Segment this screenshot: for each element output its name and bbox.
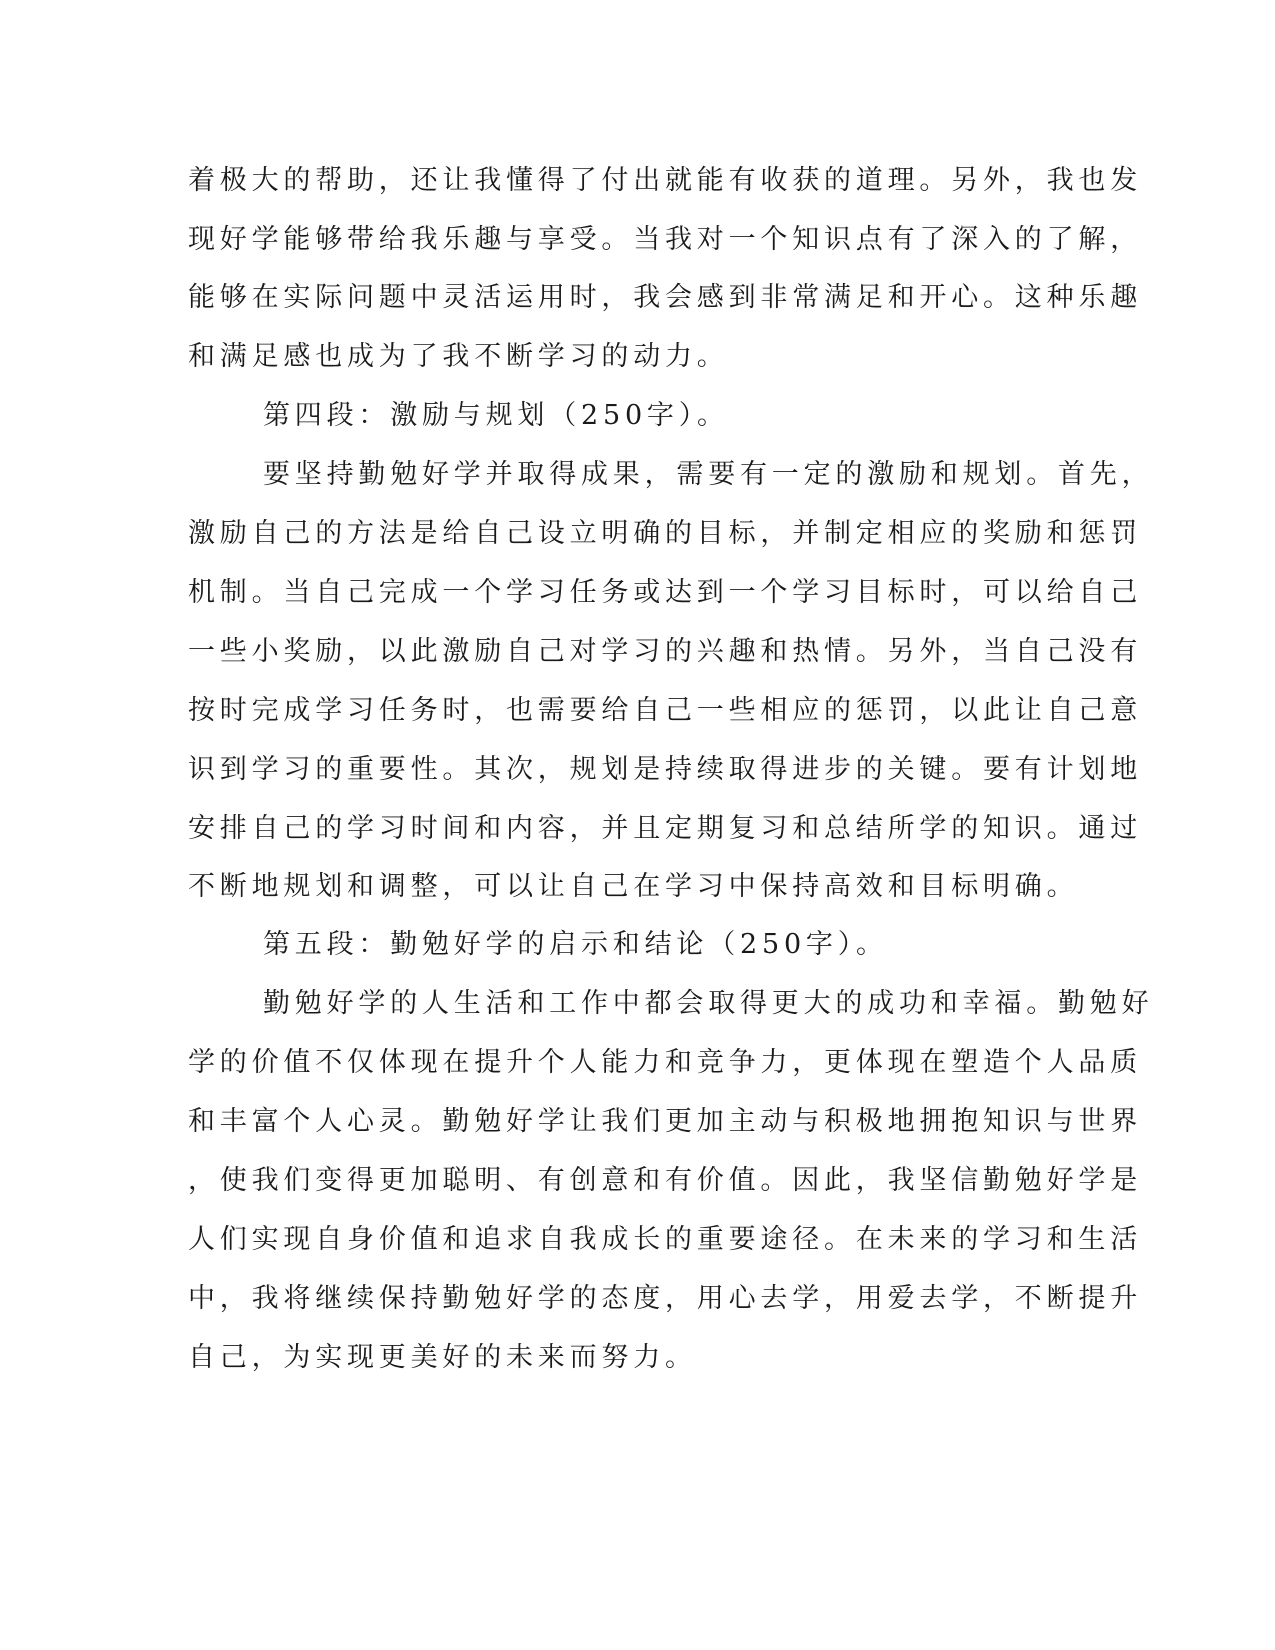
- body-line: 识到学习的重要性。其次，规划是持续取得进步的关键。要有计划地: [188, 754, 1142, 785]
- body-line: 人们实现自身价值和追求自我成长的重要途径。在未来的学习和生活: [188, 1224, 1142, 1255]
- body-line: 勤勉好学的人生活和工作中都会取得更大的成功和幸福。勤勉好: [263, 988, 1154, 1019]
- body-line: 一些小奖励，以此激励自己对学习的兴趣和热情。另外，当自己没有: [188, 636, 1142, 667]
- body-line: 着极大的帮助，还让我懂得了付出就能有收获的道理。另外，我也发: [188, 165, 1142, 196]
- body-line: 和丰富个人心灵。勤勉好学让我们更加主动与积极地拥抱知识与世界: [188, 1106, 1142, 1137]
- section-heading: 第四段：激励与规划（250字）。: [263, 400, 729, 431]
- body-line: 要坚持勤勉好学并取得成果，需要有一定的激励和规划。首先，: [263, 459, 1154, 490]
- body-line: 按时完成学习任务时，也需要给自己一些相应的惩罚，以此让自己意: [188, 695, 1142, 726]
- body-line: 和满足感也成为了我不断学习的动力。: [188, 341, 729, 372]
- body-line: 激励自己的方法是给自己设立明确的目标，并制定相应的奖励和惩罚: [188, 518, 1142, 549]
- body-line: ，使我们变得更加聪明、有创意和有价值。因此，我坚信勤勉好学是: [188, 1165, 1142, 1196]
- body-line: 自己，为实现更美好的未来而努力。: [188, 1342, 697, 1373]
- body-line: 能够在实际问题中灵活运用时，我会感到非常满足和开心。这种乐趣: [188, 282, 1142, 313]
- section-heading: 第五段：勤勉好学的启示和结论（250字）。: [263, 929, 888, 960]
- body-line: 不断地规划和调整，可以让自己在学习中保持高效和目标明确。: [188, 871, 1079, 902]
- body-line: 中，我将继续保持勤勉好学的态度，用心去学，用爱去学，不断提升: [188, 1283, 1142, 1314]
- body-line: 现好学能够带给我乐趣与享受。当我对一个知识点有了深入的了解，: [188, 224, 1142, 255]
- body-line: 机制。当自己完成一个学习任务或达到一个学习目标时，可以给自己: [188, 577, 1142, 608]
- body-line: 学的价值不仅体现在提升个人能力和竞争力，更体现在塑造个人品质: [188, 1047, 1142, 1078]
- body-line: 安排自己的学习时间和内容，并且定期复习和总结所学的知识。通过: [188, 813, 1142, 844]
